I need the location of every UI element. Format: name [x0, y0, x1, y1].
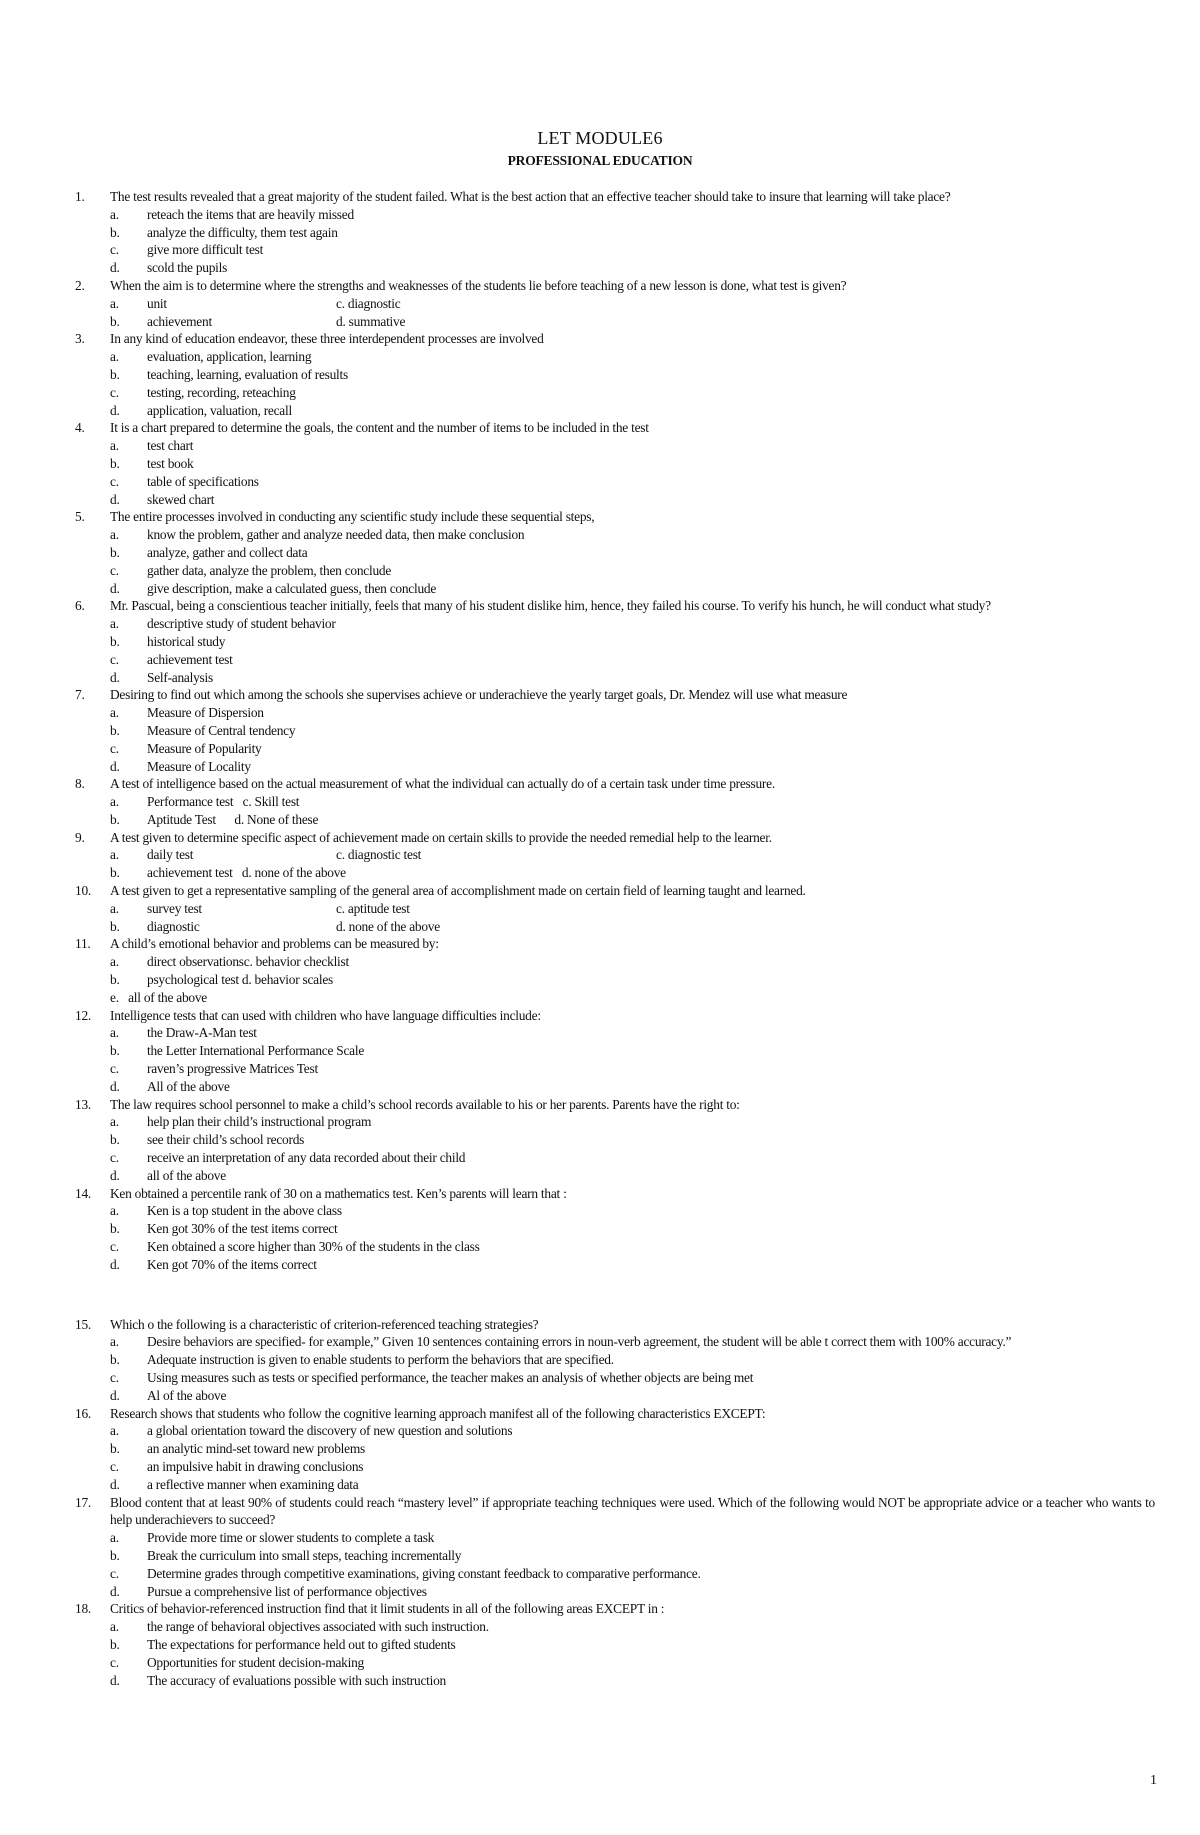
question-stem: Intelligence tests that can used with children who have language difficulties include: — [110, 1007, 541, 1023]
option-text: unit — [147, 295, 167, 311]
option-text: Performance test c. Skill test — [147, 794, 300, 810]
option-pair-row — [110, 313, 1155, 331]
question-number: 6. — [75, 598, 85, 614]
option-letter: a. — [110, 705, 119, 721]
answer-option — [75, 669, 1155, 687]
question-stem: A test given to determine specific aspect of achievement made on certain skills to provide the needed remedial help to the learner. — [110, 829, 772, 845]
option-letter: a. — [110, 349, 119, 365]
question-row — [75, 1600, 1155, 1618]
question-stem: Ken obtained a percentile rank of 30 on a mathematics test. Ken’s parents will learn that : — [110, 1185, 567, 1201]
option-letter: a. — [110, 794, 119, 810]
question-stem: A child’s emotional behavior and problems can be measured by: — [110, 936, 439, 952]
question-row — [75, 1096, 1155, 1114]
option-letter: d. — [110, 580, 120, 596]
option-letter: b. — [110, 1636, 120, 1652]
option-text: teaching, learning, evaluation of results — [147, 366, 348, 382]
question-row — [75, 1405, 1155, 1423]
option-text: Al of the above — [147, 1387, 227, 1403]
question-item — [75, 1316, 1155, 1405]
answer-option — [75, 1583, 1155, 1601]
option-text: Aptitude Test d. None of these — [147, 811, 319, 827]
option-left — [110, 295, 336, 313]
answer-option — [75, 402, 1155, 420]
question-row — [75, 829, 1155, 847]
question-row — [75, 419, 1155, 437]
option-text: Pursue a comprehensive list of performance objectives — [147, 1583, 427, 1599]
option-text: Ken got 30% of the test items correct — [147, 1221, 338, 1237]
option-text: Break the curriculum into small steps, teaching incrementally — [147, 1547, 462, 1563]
option-text: Ken got 70% of the items correct — [147, 1256, 317, 1272]
answer-option — [75, 1202, 1155, 1220]
option-letter: c. — [110, 1458, 119, 1474]
answer-option — [75, 740, 1155, 758]
option-pair-row — [110, 846, 1155, 864]
question-item — [75, 188, 1155, 277]
option-pair-row — [110, 295, 1155, 313]
option-letter: d. — [110, 1167, 120, 1183]
question-row — [75, 1185, 1155, 1203]
answer-option — [75, 1078, 1155, 1096]
question-stem: Desiring to find out which among the schools she supervises achieve or underachieve the yearly target goals, Dr. Mendez will use what measure — [110, 687, 848, 703]
option-letter: b. — [110, 1221, 120, 1237]
question-item — [75, 882, 1155, 935]
option-letter: b. — [110, 224, 120, 240]
question-item — [75, 1096, 1155, 1185]
answer-option — [75, 455, 1155, 473]
option-left — [110, 900, 336, 918]
option-text: analyze, gather and collect data — [147, 544, 308, 560]
answer-option — [75, 1672, 1155, 1690]
answer-option — [75, 1422, 1155, 1440]
answer-option — [75, 1618, 1155, 1636]
question-row — [75, 188, 1155, 206]
question-number: 12. — [75, 1007, 91, 1023]
question-item — [75, 775, 1155, 828]
answer-option — [75, 1042, 1155, 1060]
answer-option — [75, 971, 1155, 989]
question-stem: Critics of behavior-referenced instruction find that it limit students in all of the following areas EXCEPT in : — [110, 1601, 665, 1617]
option-letter: a. — [110, 1423, 119, 1439]
option-left — [110, 846, 336, 864]
answer-option — [75, 758, 1155, 776]
option-letter: d. — [110, 1583, 120, 1599]
answer-option — [75, 1238, 1155, 1256]
question-number: 13. — [75, 1096, 91, 1112]
answer-option — [75, 1220, 1155, 1238]
option-letter: c. — [110, 1565, 119, 1581]
answer-option — [75, 437, 1155, 455]
option-text: test book — [147, 455, 194, 471]
option-text: diagnostic — [147, 918, 200, 934]
question-number: 11. — [75, 936, 91, 952]
option-text: scold the pupils — [147, 260, 228, 276]
question-number: 9. — [75, 829, 85, 845]
answer-option — [75, 1024, 1155, 1042]
question-stem: The law requires school personnel to make a child’s school records available to his or her parents. Parents have the right to: — [110, 1096, 740, 1112]
answer-option — [75, 1440, 1155, 1458]
question-row — [75, 1494, 1155, 1530]
option-text: see their child’s school records — [147, 1132, 305, 1148]
answer-option — [75, 1149, 1155, 1167]
question-item — [75, 597, 1155, 686]
question-stem: Which o the following is a characteristic of criterion-referenced teaching strategies? — [110, 1316, 539, 1332]
document-title: LET MODULE6 — [537, 128, 663, 148]
answer-option — [75, 864, 1155, 882]
answer-option — [75, 1369, 1155, 1387]
answer-option — [75, 1636, 1155, 1654]
answer-option — [75, 1131, 1155, 1149]
option-text: Provide more time or slower students to complete a task — [147, 1530, 435, 1546]
option-letter: a. — [110, 527, 119, 543]
option-letter: d. — [110, 260, 120, 276]
option-text: descriptive study of student behavior — [147, 616, 336, 632]
option-letter: a. — [110, 438, 119, 454]
question-row — [75, 1007, 1155, 1025]
option-text: skewed chart — [147, 491, 215, 507]
option-letter: b. — [110, 455, 120, 471]
option-text: the Draw-A-Man test — [147, 1025, 257, 1041]
answer-option — [75, 811, 1155, 829]
answer-option — [75, 953, 1155, 971]
option-letter: a. — [110, 1203, 119, 1219]
option-right: c. diagnostic test — [336, 847, 422, 863]
option-text: receive an interpretation of any data recorded about their child — [147, 1150, 466, 1166]
option-letter: a. — [110, 847, 119, 863]
answer-option — [75, 1333, 1155, 1351]
answer-option — [75, 544, 1155, 562]
option-letter: b. — [110, 1441, 120, 1457]
page-number: 1 — [1150, 1773, 1157, 1788]
question-list — [75, 188, 1155, 1689]
answer-option — [75, 651, 1155, 669]
answer-option — [75, 1529, 1155, 1547]
option-letter: b. — [110, 633, 120, 649]
question-number: 8. — [75, 776, 85, 792]
answer-option — [75, 615, 1155, 633]
question-stem: A test of intelligence based on the actual measurement of what the individual can actually do of a certain task under time pressure. — [110, 776, 775, 792]
option-pair-row — [110, 918, 1155, 936]
question-row — [75, 277, 1155, 295]
option-letter: c. — [110, 1061, 119, 1077]
option-letter: b. — [110, 811, 120, 827]
option-letter: a. — [110, 1530, 119, 1546]
question-number: 7. — [75, 687, 85, 703]
option-text: survey test — [147, 900, 202, 916]
option-letter: d. — [110, 1256, 120, 1272]
option-letter: d. — [110, 1078, 120, 1094]
question-number: 10. — [75, 883, 91, 899]
answer-option — [75, 1476, 1155, 1494]
answer-option — [75, 526, 1155, 544]
option-text: all of the above — [147, 1167, 226, 1183]
question-row — [75, 775, 1155, 793]
option-text: test chart — [147, 438, 194, 454]
answer-option — [75, 366, 1155, 384]
answer-option — [75, 580, 1155, 598]
option-text: reteach the items that are heavily missed — [147, 206, 354, 222]
option-letter: b. — [110, 366, 120, 382]
question-stem: The test results revealed that a great majority of the student failed. What is the best action that an effective teacher should take to insure that learning will take place? — [110, 189, 951, 204]
option-text: achievement test d. none of the above — [147, 865, 346, 881]
document-subtitle: PROFESSIONAL EDUCATION — [507, 153, 693, 168]
option-letter: a. — [110, 295, 119, 311]
question-number: 18. — [75, 1601, 91, 1617]
option-text: Determine grades through competitive examinations, giving constant feedback to comparative performance. — [147, 1565, 701, 1581]
question-stem: In any kind of education endeavor, these three interdependent processes are involved — [110, 331, 544, 347]
question-item — [75, 277, 1155, 330]
answer-option — [75, 206, 1155, 224]
option-letter: b. — [110, 972, 120, 988]
option-letter: d. — [110, 1387, 120, 1403]
answer-option — [75, 491, 1155, 509]
option-text: evaluation, application, learning — [147, 349, 312, 365]
question-stem: Blood content that at least 90% of students could reach “mastery level” if appropriate teaching techniques were used. Which of the following would NOT be appropriate advice or a teacher who wants to help underachievers to succeed? — [110, 1494, 1155, 1528]
question-stem: It is a chart prepared to determine the goals, the content and the number of items to be included in the test — [110, 420, 649, 436]
question-row — [75, 597, 1155, 615]
option-text: Desire behaviors are specified- for example,” Given 10 sentences containing errors in noun-verb agreement, the student will be able t correct them with 100% accuracy.” — [147, 1334, 1012, 1350]
question-item — [75, 330, 1155, 419]
question-item — [75, 829, 1155, 882]
question-item — [75, 686, 1155, 775]
option-letter: d. — [110, 491, 120, 507]
option-letter: b. — [110, 544, 120, 560]
option-text: Measure of Central tendency — [147, 722, 296, 738]
question-item — [75, 1494, 1155, 1601]
question-number: 17. — [75, 1494, 91, 1510]
question-stem: Mr. Pascual, being a conscientious teacher initially, feels that many of his student dislike him, hence, they failed his course. To verify his hunch, he will conduct what study? — [110, 598, 991, 614]
question-row — [75, 508, 1155, 526]
option-text: Ken obtained a score higher than 30% of the students in the class — [147, 1239, 480, 1255]
question-row — [75, 882, 1155, 900]
option-letter: c. — [110, 473, 119, 489]
option-letter: d. — [110, 669, 120, 685]
option-text: the range of behavioral objectives associated with such instruction. — [147, 1619, 489, 1635]
option-text: give more difficult test — [147, 242, 264, 258]
option-text: a global orientation toward the discovery of new question and solutions — [147, 1423, 513, 1439]
question-item — [75, 1600, 1155, 1689]
option-letter: c. — [110, 1239, 119, 1255]
answer-option — [75, 1654, 1155, 1672]
option-text: the Letter International Performance Scale — [147, 1043, 365, 1059]
option-letter: b. — [110, 918, 120, 934]
question-item — [75, 1185, 1155, 1274]
option-letter: a. — [110, 1619, 119, 1635]
option-letter: b. — [110, 1547, 120, 1563]
option-letter: d. — [110, 758, 120, 774]
question-stem: The entire processes involved in conducting any scientific study include these sequential steps, — [110, 509, 595, 525]
option-text: historical study — [147, 633, 226, 649]
question-item — [75, 1405, 1155, 1494]
option-left — [110, 918, 336, 936]
option-letter: c. — [110, 562, 119, 578]
option-text: Self-analysis — [147, 669, 213, 685]
option-letter: b. — [110, 313, 120, 329]
option-text: help plan their child’s instructional program — [147, 1114, 372, 1130]
answer-option — [75, 562, 1155, 580]
option-letter: d. — [110, 1476, 120, 1492]
question-item — [75, 419, 1155, 508]
option-text: application, valuation, recall — [147, 402, 292, 418]
option-right: c. aptitude test — [336, 900, 410, 916]
option-letter: b. — [110, 1043, 120, 1059]
question-row — [75, 330, 1155, 348]
question-stem: A test given to get a representative sampling of the general area of accomplishment made on certain field of learning taught and learned. — [110, 883, 806, 899]
option-right: d. none of the above — [336, 918, 440, 934]
option-text: Ken is a top student in the above class — [147, 1203, 342, 1219]
option-letter: b. — [110, 865, 120, 881]
option-letter: c. — [110, 651, 119, 667]
answer-option — [75, 1547, 1155, 1565]
answer-option — [75, 633, 1155, 651]
option-text: Adequate instruction is given to enable students to perform the behaviors that are specified. — [147, 1352, 614, 1368]
answer-option — [75, 1060, 1155, 1078]
question-number: 16. — [75, 1405, 91, 1421]
question-number: 3. — [75, 331, 85, 347]
option-letter: c. — [110, 1370, 119, 1385]
option-letter: d. — [110, 1672, 120, 1688]
answer-option — [75, 1256, 1155, 1274]
answer-option — [75, 1113, 1155, 1131]
option-text: analyze the difficulty, them test again — [147, 224, 338, 240]
question-number: 2. — [75, 277, 85, 293]
option-text: psychological test d. behavior scales — [147, 972, 333, 988]
answer-option — [75, 473, 1155, 491]
answer-option — [75, 384, 1155, 402]
option-text: e. all of the above — [110, 989, 207, 1005]
answer-option — [75, 241, 1155, 259]
answer-option — [75, 1351, 1155, 1369]
answer-option — [75, 224, 1155, 242]
question-item — [75, 1007, 1155, 1096]
option-text: an impulsive habit in drawing conclusions — [147, 1458, 364, 1474]
option-text: Using measures such as tests or specified performance, the teacher makes an analysis of whether objects are being met — [147, 1370, 754, 1385]
question-stem: When the aim is to determine where the strengths and weaknesses of the students lie before teaching of a new lesson is done, what test is given? — [110, 277, 847, 293]
answer-option-extra — [75, 989, 1155, 1007]
question-stem: Research shows that students who follow the cognitive learning approach manifest all of the following characteristics EXCEPT: — [110, 1405, 766, 1421]
question-number: 15. — [75, 1316, 91, 1332]
answer-option — [75, 722, 1155, 740]
option-text: All of the above — [147, 1078, 230, 1094]
option-letter: c. — [110, 242, 119, 258]
option-letter: b. — [110, 722, 120, 738]
question-number: 4. — [75, 420, 85, 436]
option-letter: a. — [110, 206, 119, 222]
option-letter: d. — [110, 402, 120, 418]
question-number: 1. — [75, 189, 85, 204]
option-letter: c. — [110, 1150, 119, 1166]
answer-option — [75, 1458, 1155, 1476]
question-row — [75, 686, 1155, 704]
option-text: Measure of Popularity — [147, 740, 262, 756]
option-text: give description, make a calculated guess, then conclude — [147, 580, 437, 596]
option-letter: b. — [110, 1352, 120, 1368]
option-text: Measure of Dispersion — [147, 705, 264, 721]
question-number: 14. — [75, 1185, 91, 1201]
option-text: an analytic mind-set toward new problems — [147, 1441, 365, 1457]
option-letter: a. — [110, 900, 119, 916]
option-text: The accuracy of evaluations possible with such instruction — [147, 1672, 446, 1688]
option-letter: b. — [110, 1132, 120, 1148]
answer-option — [75, 1565, 1155, 1583]
option-letter: a. — [110, 1025, 119, 1041]
option-right: c. diagnostic — [336, 295, 401, 311]
answer-option — [75, 1387, 1155, 1405]
option-pair-row — [110, 900, 1155, 918]
question-number: 5. — [75, 509, 85, 525]
answer-option — [75, 793, 1155, 811]
option-letter: a. — [110, 616, 119, 632]
option-text: a reflective manner when examining data — [147, 1476, 359, 1492]
option-text: direct observationsc. behavior checklist — [147, 954, 349, 970]
option-letter: a. — [110, 954, 119, 970]
answer-option — [75, 1167, 1155, 1185]
option-letter: c. — [110, 740, 119, 756]
option-letter: c. — [110, 384, 119, 400]
option-text: know the problem, gather and analyze needed data, then make conclusion — [147, 527, 525, 543]
answer-option — [75, 259, 1155, 277]
option-left — [110, 313, 336, 331]
question-row — [75, 935, 1155, 953]
option-text: gather data, analyze the problem, then conclude — [147, 562, 392, 578]
question-item — [75, 508, 1155, 597]
answer-option — [75, 704, 1155, 722]
question-row — [75, 1316, 1155, 1334]
option-right: d. summative — [336, 313, 406, 329]
question-item — [75, 935, 1155, 1006]
page-gap — [75, 1274, 1155, 1316]
option-text: achievement — [147, 313, 212, 329]
option-text: achievement test — [147, 651, 233, 667]
answer-option — [75, 348, 1155, 366]
option-letter: a. — [110, 1334, 119, 1350]
option-letter: a. — [110, 1114, 119, 1130]
option-text: Measure of Locality — [147, 758, 251, 774]
option-text: daily test — [147, 847, 194, 863]
option-text: testing, recording, reteaching — [147, 384, 296, 400]
option-text: table of specifications — [147, 473, 259, 489]
option-letter: c. — [110, 1654, 119, 1670]
option-text: Opportunities for student decision-making — [147, 1654, 364, 1670]
option-text: raven’s progressive Matrices Test — [147, 1061, 318, 1077]
option-text: The expectations for performance held out to gifted students — [147, 1636, 456, 1652]
